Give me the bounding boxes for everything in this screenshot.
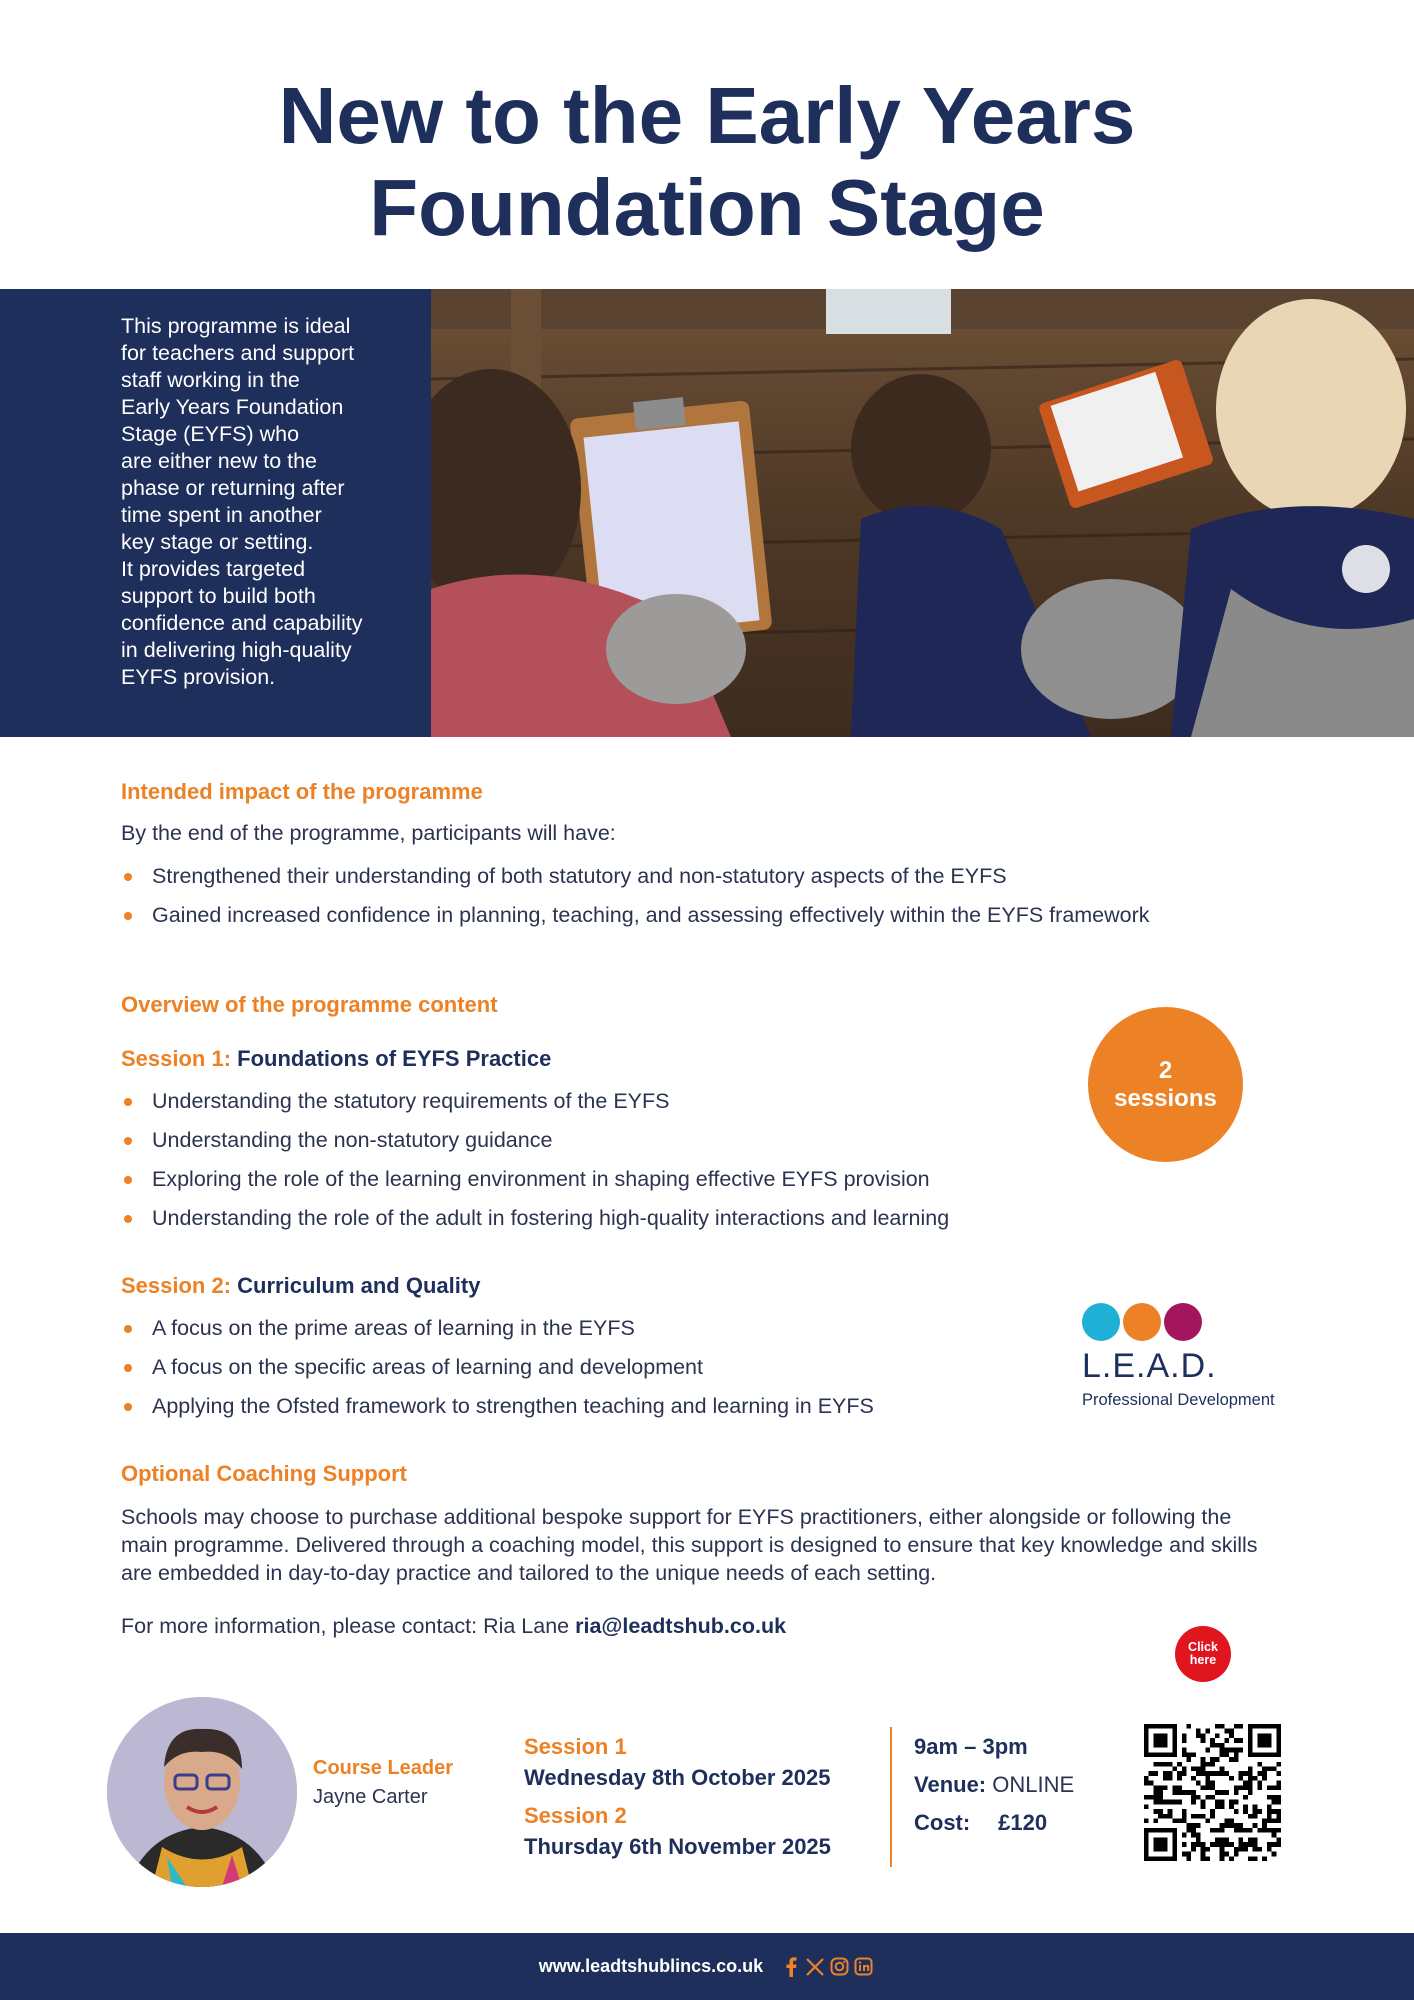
facebook-icon[interactable] bbox=[781, 1957, 801, 1977]
session-1-bullet-list bbox=[121, 1086, 949, 1242]
hero-line: This programme is ideal bbox=[121, 314, 351, 338]
cost-label: Cost: bbox=[914, 1810, 971, 1835]
logo-dot-cyan bbox=[1082, 1303, 1120, 1341]
course-leader-avatar bbox=[107, 1697, 297, 1887]
page-title bbox=[0, 70, 1414, 254]
session-time: 9am – 3pm bbox=[914, 1734, 1028, 1759]
click-here-button[interactable] bbox=[1175, 1626, 1231, 1682]
cost-row bbox=[914, 1810, 1047, 1836]
sessions-count-word: sessions bbox=[1114, 1084, 1217, 1112]
session-2-name: Curriculum and Quality bbox=[237, 1273, 481, 1298]
coaching-description bbox=[121, 1503, 1301, 1587]
hero-line: staff working in the bbox=[121, 368, 300, 392]
footer-bar bbox=[0, 1933, 1414, 2000]
contact-email-link[interactable]: ria@leadtshub.co.uk bbox=[575, 1614, 787, 1638]
hero-description bbox=[121, 313, 411, 691]
session-1-name: Foundations of EYFS Practice bbox=[237, 1046, 552, 1071]
details-divider bbox=[890, 1727, 892, 1867]
avatar-illustration bbox=[107, 1697, 297, 1887]
date-session-2-date: Thursday 6th November 2025 bbox=[524, 1834, 831, 1859]
list-item: Gained increased confidence in planning, teaching, and assessing effectively within the EYFS framework bbox=[121, 900, 1150, 939]
page-title-line-1: New to the Early Years bbox=[278, 71, 1136, 160]
list-item: Applying the Ofsted framework to strengthen teaching and learning in EYFS bbox=[121, 1391, 874, 1430]
coaching-line: Schools may choose to purchase additional bespoke support for EYFS practitioners, either alongside or following the bbox=[121, 1505, 1232, 1529]
list-item: Understanding the statutory requirements of the EYFS bbox=[121, 1086, 949, 1125]
page-title-line-2: Foundation Stage bbox=[369, 163, 1045, 252]
hero-line: It provides targeted bbox=[121, 557, 306, 581]
contact-prefix: For more information, please contact: Ria Lane bbox=[121, 1614, 570, 1638]
hero-photo-illustration bbox=[431, 289, 1414, 737]
date-session-1-label: Session 1 bbox=[524, 1734, 627, 1759]
list-item: A focus on the prime areas of learning in the EYFS bbox=[121, 1313, 874, 1352]
hero-line: confidence and capability bbox=[121, 611, 363, 635]
session-2-bullet-list bbox=[121, 1313, 874, 1430]
hero-line: in delivering high-quality bbox=[121, 638, 352, 662]
course-leader-name: Jayne Carter bbox=[313, 1786, 428, 1808]
coaching-line: main programme. Delivered through a coaching model, this support is designed to ensure that key knowledge and skills bbox=[121, 1533, 1258, 1557]
contact-line bbox=[121, 1614, 786, 1639]
hero-photo-children-drawing bbox=[431, 289, 1414, 737]
list-item: Strengthened their understanding of both statutory and non-statutory aspects of the EYFS bbox=[121, 861, 1150, 900]
coaching-line: are embedded in day-to-day practice and tailored to the unique needs of each setting. bbox=[121, 1561, 937, 1585]
qr-code-pattern bbox=[1144, 1724, 1281, 1861]
logo-dot-magenta bbox=[1164, 1303, 1202, 1341]
list-item: Exploring the role of the learning environment in shaping effective EYFS provision bbox=[121, 1164, 949, 1203]
impact-bullet-list bbox=[121, 861, 1150, 939]
list-item: Understanding the non-statutory guidance bbox=[121, 1125, 949, 1164]
session-1-title bbox=[121, 1046, 551, 1072]
hero-line: Early Years Foundation bbox=[121, 395, 344, 419]
sessions-count-badge bbox=[1088, 1007, 1243, 1162]
cost-value: £120 bbox=[998, 1810, 1048, 1835]
hero-line: phase or returning after bbox=[121, 476, 345, 500]
coaching-heading: Optional Coaching Support bbox=[121, 1461, 407, 1486]
logo-subtitle: Professional Development bbox=[1082, 1391, 1275, 1409]
course-leader-role: Course Leader bbox=[313, 1757, 454, 1779]
instagram-icon[interactable] bbox=[829, 1957, 849, 1977]
session-1-label: Session 1: bbox=[121, 1046, 232, 1071]
x-icon[interactable] bbox=[805, 1957, 825, 1977]
sessions-count-number: 2 bbox=[1158, 1056, 1173, 1084]
hero-line: EYFS provision. bbox=[121, 665, 276, 689]
hero-line: for teachers and support bbox=[121, 341, 355, 365]
logo-name: L.E.A.D. bbox=[1082, 1347, 1217, 1385]
qr-code[interactable] bbox=[1144, 1724, 1281, 1861]
hero-band bbox=[0, 289, 1414, 737]
hero-line: Stage (EYFS) who bbox=[121, 422, 300, 446]
impact-heading: Intended impact of the programme bbox=[121, 779, 483, 804]
list-item: Understanding the role of the adult in fostering high-quality interactions and learning bbox=[121, 1203, 949, 1242]
session-2-label: Session 2: bbox=[121, 1273, 232, 1298]
list-item: A focus on the specific areas of learning and development bbox=[121, 1352, 874, 1391]
hero-line: support to build both bbox=[121, 584, 316, 608]
venue-value: ONLINE bbox=[992, 1772, 1075, 1797]
hero-line: are either new to the bbox=[121, 449, 318, 473]
lead-logo bbox=[1082, 1303, 1312, 1413]
session-2-title bbox=[121, 1273, 480, 1299]
impact-intro: By the end of the programme, participants will have: bbox=[121, 821, 616, 845]
hero-line: time spent in another bbox=[121, 503, 322, 527]
logo-dot-orange bbox=[1123, 1303, 1161, 1341]
hero-line: key stage or setting. bbox=[121, 530, 314, 554]
venue-row bbox=[914, 1772, 1074, 1798]
overview-heading: Overview of the programme content bbox=[121, 992, 498, 1017]
click-here-line-2: here bbox=[1189, 1653, 1217, 1667]
footer-website-link[interactable]: www.leadtshublincs.co.uk bbox=[538, 1956, 764, 1976]
date-session-2-label: Session 2 bbox=[524, 1803, 627, 1828]
venue-label: Venue: bbox=[914, 1772, 987, 1797]
date-session-1-date: Wednesday 8th October 2025 bbox=[524, 1765, 831, 1790]
click-here-line-1: Click bbox=[1188, 1640, 1218, 1654]
hero-text-panel bbox=[0, 289, 431, 737]
linkedin-icon[interactable] bbox=[853, 1957, 873, 1977]
